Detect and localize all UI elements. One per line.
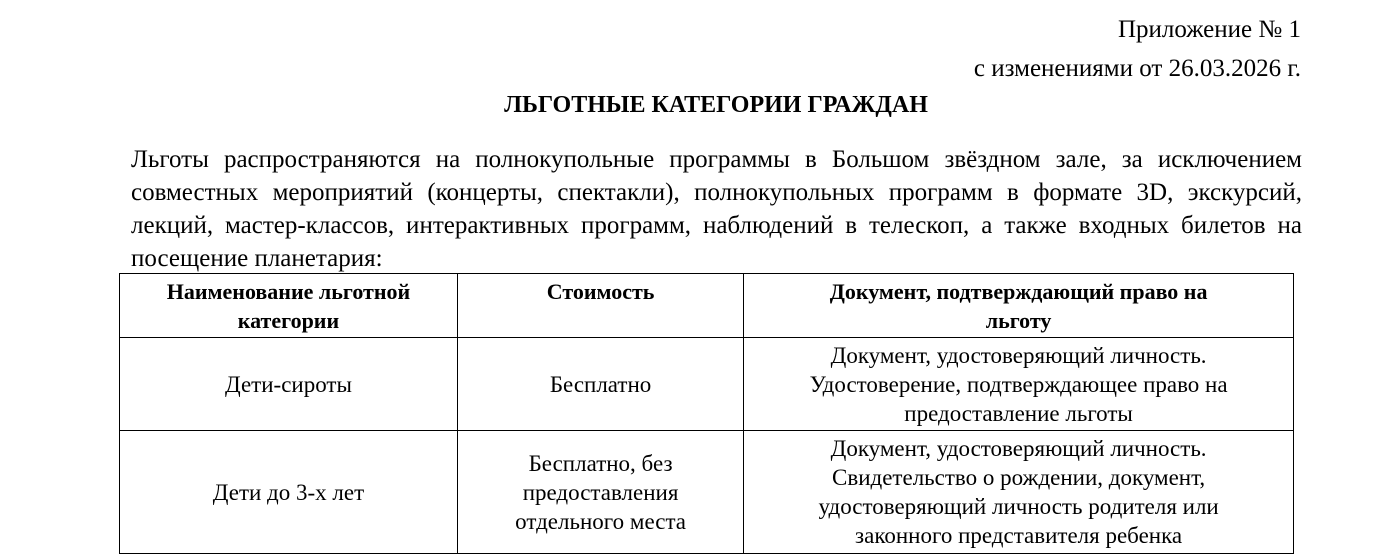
benefits-table (119, 273, 1294, 554)
table-header-row (120, 274, 1294, 338)
header-cost: Стоимость (457, 274, 743, 338)
page-title: ЛЬГОТНЫЕ КАТЕГОРИИ ГРАЖДАН (504, 92, 928, 118)
appendix-number: Приложение № 1 (1117, 16, 1301, 43)
document-cell: Документ, удостоверяющий личность. Удостоверение, подтверждающее право на предоставление льготы (744, 338, 1294, 431)
cost-cell: Бесплатно (457, 338, 743, 431)
table-row (120, 431, 1294, 554)
category-cell: Дети до 3-х лет (120, 431, 458, 554)
category-cell: Дети-сироты (120, 338, 458, 431)
header-document: Документ, подтверждающий право на льготу (744, 274, 1294, 338)
table-row (120, 338, 1294, 431)
cost-cell: Бесплатно, без предоставления отдельного места (457, 431, 743, 554)
document-cell: Документ, удостоверяющий личность. Свидетельство о рождении, документ, удостоверяющий личность родителя или законного представителя ребенка (744, 431, 1294, 554)
intro-paragraph: Льготы распространяются на полнокупольные программы в Большом звёздном зале, за исключением совместных мероприятий (концерты, спектакли), полнокупольных программ в формате 3D, экскурсий, лекций, мастер-классов, интерактивных программ, наблюдений в телескоп, а также входных билетов на посещение планетария: (131, 146, 1302, 272)
header-category: Наименование льготной категории (120, 274, 458, 338)
amendment-date: с изменениями от 26.03.2026 г. (973, 55, 1301, 82)
